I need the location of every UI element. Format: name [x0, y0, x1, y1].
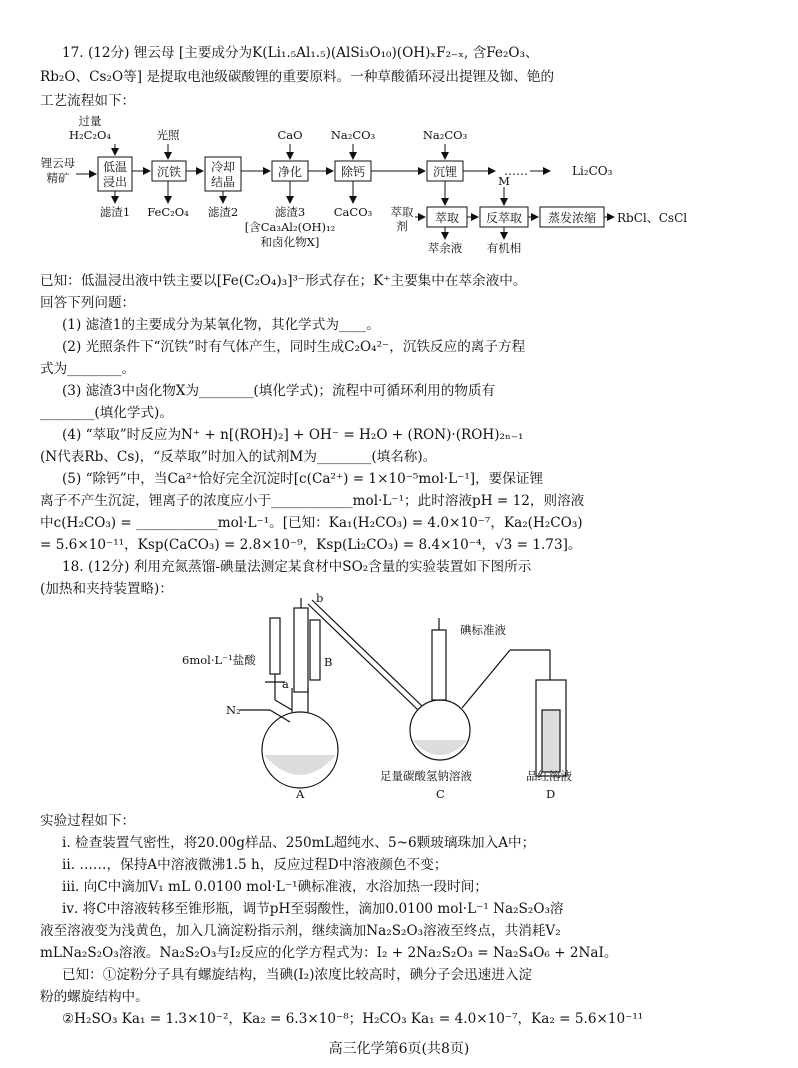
product-li2co3: Li₂CO₃: [572, 164, 613, 178]
q18-line-1: 18. (12分) 利用充氮蒸馏-碘量法测定某食材中SO₂含量的实验装置如下图所示: [62, 559, 532, 575]
residue-caco3: CaCO₃: [333, 205, 373, 219]
input-ore: 锂云母: [40, 156, 76, 170]
q18-step-4a: ⅳ. 将C中溶液转移至锥形瓶，调节pH至弱酸性，滴加0.0100 mol·L⁻¹ Na₂S₂O₃溶: [62, 901, 564, 917]
residue-2: 滤渣2: [207, 205, 239, 219]
residue-3: 滤渣3: [274, 205, 306, 219]
label-flask-c: C: [436, 787, 445, 801]
box-cool-2: 结晶: [210, 175, 236, 189]
organic-phase: 有机相: [486, 241, 522, 255]
label-iodine: 碘标准液: [460, 623, 506, 637]
box-back-extract: 反萃取: [485, 211, 523, 225]
label-b: b: [316, 591, 324, 605]
box-calcium-removal: 除钙: [340, 165, 366, 179]
reagent-na2co3-b: Na₂CO₃: [422, 128, 468, 142]
residue-3-note-2: 和卤化物X]: [260, 235, 320, 249]
box-evaporate: 蒸发浓缩: [547, 211, 597, 225]
q17-part-2a: (2) 光照条件下“沉铁”时有气体产生，同时生成C₂O₄²⁻，沉铁反应的离子方程: [62, 339, 526, 355]
q18-step-3: ⅲ. 向C中滴加V₁ mL 0.0100 mol·L⁻¹碘标准液，水浴加热一段时间；: [62, 879, 488, 895]
q17-line-3: 工艺流程如下：: [40, 93, 136, 109]
label-bottle-d: D: [546, 787, 556, 801]
residue-3-note-1: [含Ca₃Al₂(OH)₁₂: [244, 220, 336, 234]
label-nahco3: 足量碳酸氢钠溶液: [380, 769, 472, 783]
box-leach-1: 低温: [102, 160, 128, 174]
flow-dots: ……: [504, 164, 528, 178]
residue-1: 滤渣1: [99, 205, 131, 219]
reagent-h2c2o4: H₂C₂O₄: [68, 128, 112, 142]
box-iron-precip: 沉铁: [156, 165, 182, 179]
raffinate: 萃余液: [427, 241, 463, 255]
apparatus-diagram: [170, 590, 610, 802]
reagent-m: M: [498, 174, 510, 188]
q18-step-4c: mLNa₂S₂O₃溶液。Na₂S₂O₃与I₂反应的化学方程式为：I₂ + 2Na₂S₂O₃ = Na₂S₄O₆ + 2NaI。: [40, 945, 618, 961]
q17-known: 已知：低温浸出液中铁主要以[Fe(C₂O₄)₃]³⁻形式存在；K⁺主要集中在萃余液中。: [40, 273, 527, 289]
box-cool-1: 冷却: [210, 160, 236, 174]
extractant-1: 萃取: [390, 205, 414, 219]
q17-part-3b: ________(填化学式)。: [40, 405, 173, 421]
reagent-light: 光照: [156, 128, 180, 142]
box-leach-2: 浸出: [102, 175, 128, 189]
q17-part-1: (1) 滤渣1的主要成分为某氧化物，其化学式为____。: [62, 317, 380, 333]
q17-part-5d: = 5.6×10⁻¹¹，Ksp(CaCO₃) = 2.8×10⁻⁹，Ksp(Li₂CO₃) = 8.4×10⁻⁴，√3 = 1.73]。: [40, 537, 582, 553]
product-rbcl-cscl: RbCl、CsCl: [617, 211, 688, 225]
q18-step-1: ⅰ. 检查装置气密性，将20.00g样品、250mL超纯水、5~6颗玻璃珠加入A中；: [62, 835, 536, 851]
q18-procedure-title: 实验过程如下：: [40, 813, 136, 829]
q17-answer-prompt: 回答下列问题：: [40, 295, 136, 311]
q18-known-1b: 粉的螺旋结构中。: [40, 989, 149, 1005]
q18-step-2: ⅱ. ……，保持A中溶液微沸1.5 h，反应过程D中溶液颜色不变；: [62, 857, 448, 873]
q18-known-2: ②H₂SO₃ Ka₁ = 1.3×10⁻²，Ka₂ = 6.3×10⁻⁸；H₂CO₃ Ka₁ = 4.0×10⁻⁷，Ka₂ = 5.6×10⁻¹¹: [62, 1011, 644, 1027]
q17-part-2b: 式为________。: [40, 361, 136, 377]
label-hcl: 6mol·L⁻¹盐酸: [182, 653, 256, 667]
reagent-excess: 过量: [78, 115, 102, 128]
input-ore-2: 精矿: [46, 171, 70, 185]
box-extract: 萃取: [434, 211, 460, 225]
q17-part-4a: (4) “萃取”时反应为N⁺ + n[(ROH)₂] + OH⁻ = H₂O + (RON)·(ROH)₂ₙ₋₁: [62, 427, 524, 443]
label-flask-a: A: [296, 787, 305, 801]
reagent-na2co3-a: Na₂CO₃: [330, 128, 376, 142]
q18-step-4b: 液至溶液变为浅黄色，加入几滴淀粉指示剂，继续滴加Na₂S₂O₃溶液至终点，共消耗V₂: [40, 923, 561, 939]
q17-part-4b: (N代表Rb、Cs)，“反萃取”时加入的试剂M为________(填名称)。: [40, 449, 437, 465]
q17-part-3a: (3) 滤渣3中卤化物X为________(填化学式)；流程中可循环利用的物质有: [62, 383, 496, 399]
page-footer: 高三化学第6页(共8页): [328, 1041, 470, 1057]
extractant-2: 剂: [396, 219, 408, 233]
q17-part-5a: (5) “除钙”中，当Ca²⁺恰好完全沉淀时[c(Ca²⁺) = 1×10⁻⁵mol·L⁻¹]，要保证锂: [62, 471, 544, 487]
reagent-cao: CaO: [277, 128, 303, 142]
box-purify: 净化: [277, 165, 303, 179]
label-a: a: [282, 677, 289, 691]
process-flowchart: [40, 115, 780, 265]
box-lithium-precip: 沉锂: [432, 165, 458, 179]
q17-part-5c: 中c(H₂CO₃) = ____________mol·L⁻¹。[已知：Ka₁(H₂CO₃) = 4.0×10⁻⁷，Ka₂(H₂CO₃): [40, 515, 583, 531]
q17-line-2: Rb₂O、Cs₂O等] 是提取电池级碳酸锂的重要原料。一种草酸循环浸出提锂及铷、铯的: [40, 69, 555, 85]
residue-fec2o4: FeC₂O₄: [147, 205, 189, 219]
label-condenser-b: B: [324, 655, 333, 669]
q17-line-1: 17. (12分) 锂云母 [主要成分为K(Li₁.₅Al₁.₅)(AlSi₃O₁₀)(OH)ₓF₂₋ₓ, 含Fe₂O₃、: [62, 45, 539, 61]
q18-known-1a: 已知：①淀粉分子具有螺旋结构，当碘(I₂)浓度比较高时，碘分子会迅速进入淀: [62, 967, 533, 983]
q17-part-5b: 离子不产生沉淀，锂离子的浓度应小于____________mol·L⁻¹；此时溶液pH = 12，则溶液: [40, 493, 585, 509]
label-n2: N₂: [226, 703, 241, 717]
q18-line-2: (加热和夹持装置略)：: [40, 581, 173, 597]
label-pinred: 品红溶液: [526, 769, 572, 783]
